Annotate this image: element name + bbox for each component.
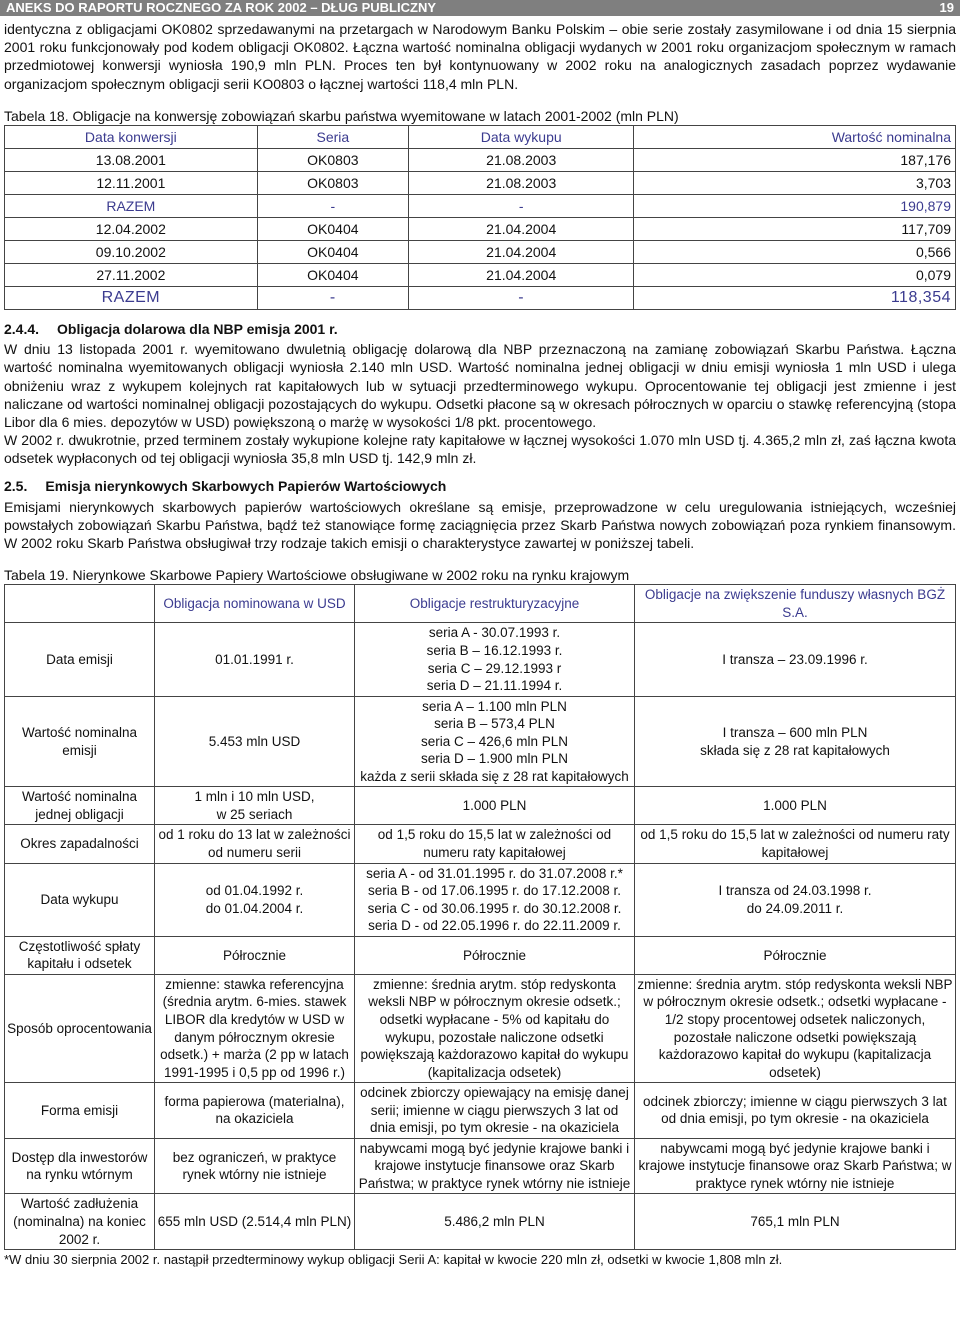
table-cell: - xyxy=(257,194,408,217)
table-cell: zmienne: średnia arytm. stóp redyskonta weksli NBP w półrocznym okresie odsetk.; odsetki wypłacane - 1/2 stopy procentowej odsetek naliczonych, pozostałe naliczone odsetki powiększają każdorazowo kapitał do wykupu (kapitalizacja odsetek) xyxy=(635,974,956,1082)
page-number: 19 xyxy=(939,0,954,15)
table-cell: odcinek zbiorczy opiewający na emisję danej serii; imienne w ciągu pierwszych 3 lat od dnia emisji, po tym okresie - na okaziciela xyxy=(355,1083,635,1139)
table-cell: 0,079 xyxy=(634,263,956,286)
table18-caption: Tabela 18. Obligacje na konwersję zobowiązań skarbu państwa wyemitowane w latach 2001-2002 (mln PLN) xyxy=(4,107,679,124)
row-label: Data emisji xyxy=(5,623,155,696)
page-header xyxy=(0,0,960,16)
column-header: Data wykupu xyxy=(409,125,634,148)
section-244-paragraph: W dniu 13 listopada 2001 r. wyemitowano dwuletnią obligację dolarową dla NBP przeznaczoną na zamianę zobowiązań Skarbu Państwa. Łączna wartość nominalna wyemitowanych obligacji wyniosła 2.140 mln USD. Wartość nominalna jednej obligacji w dniu emisji wyniosła 1 mln USD i ulega obniżeniu wraz z wykupem kolejnych rat kapitałowych lub w sytuacji przedterminowego wykupu. Oprocentowanie tej obligacji jest zmienne i jest naliczane od wartości nominalnej obligacji pozostających do wykupu. Odsetki płacone są w okresach półrocznych w oparciu o stawkę referencyjną (stopa Libor dla 6 mies. depozytów w USD) powiększoną o marżę w wysokości 1/8 pkt. procentowego. xyxy=(4,341,956,430)
section-25-heading xyxy=(4,477,956,495)
table-cell: forma papierowa (materialna), na okaziciela xyxy=(155,1083,355,1139)
table-row xyxy=(5,194,956,217)
table-cell: OK0803 xyxy=(257,171,408,194)
table-cell: 1.000 PLN xyxy=(355,787,635,825)
header-title: ANEKS DO RAPORTU ROCZNEGO ZA ROK 2002 – DŁUG PUBLICZNY xyxy=(6,0,437,15)
table-row xyxy=(5,787,956,825)
table-cell: odcinek zbiorczy; imienne w ciągu pierwszych 3 lat od dnia emisji, po tym okresie - na okaziciela xyxy=(635,1083,956,1139)
table-cell: 21.08.2003 xyxy=(409,171,634,194)
table-cell: seria A - 30.07.1993 r. seria B – 16.12.1993 r. seria C – 29.12.1993 r seria D – 21.11.1994 r. xyxy=(355,623,635,696)
section-25-number: 2.5. xyxy=(4,478,28,495)
table-cell: od 1,5 roku do 15,5 lat w zależności od numeru raty kapitałowej xyxy=(635,825,956,863)
table-cell: bez ograniczeń, w praktyce rynek wtórny nie istnieje xyxy=(155,1138,355,1194)
column-header: Seria xyxy=(257,125,408,148)
table-cell: 13.08.2001 xyxy=(5,148,258,171)
table-row xyxy=(5,696,956,787)
table-row xyxy=(5,936,956,974)
table-row xyxy=(5,623,956,696)
table-cell: I transza od 24.03.1998 r. do 24.09.2011 r. xyxy=(635,863,956,936)
column-header: Wartość nominalna xyxy=(634,125,956,148)
table-cell: 187,176 xyxy=(634,148,956,171)
table-19 xyxy=(4,584,956,1250)
table-row xyxy=(5,171,956,194)
table-cell: Półrocznie xyxy=(635,936,956,974)
table-cell: od 01.04.1992 r. do 01.04.2004 r. xyxy=(155,863,355,936)
column-header: Obligacje na zwiększenie funduszy własnych BGŻ S.A. xyxy=(635,585,956,623)
row-label: Wartość nominalna emisji xyxy=(5,696,155,787)
table-cell: zmienne: średnia arytm. stóp redyskonta weksli NBP w półrocznym okresie odsetk.; odsetki wypłacane - 5% od kapitału do wykupu, pozostałe naliczone odsetki powiększają każdorazowo kapitał do wykupu (kapitalizacja odsetek) xyxy=(355,974,635,1082)
table-cell: OK0404 xyxy=(257,263,408,286)
intro-paragraph: identyczna z obligacjami OK0802 sprzedawanymi na przetargach w Narodowym Banku Polskim – obie serie zostały zasymilowane i od dnia 15 sierpnia 2001 roku funkcjonowały pod kodem obligacji OK0802. Łączna wartość nominalna obligacji wydanych w 2001 roku organizacjom społecznym w ramach przedmiotowej konwersji wyniosła 190,9 mln PLN. Proces ten był kontynuowany w 2002 roku na analogicznych zasadach poprzez wydawanie organizacjom społecznym obligacji serii KO0803 o łącznej wartości 118,4 mln PLN. xyxy=(4,21,956,92)
table-header-row xyxy=(5,585,956,623)
table-cell: 12.04.2002 xyxy=(5,217,258,240)
table-cell: 5.486,2 mln PLN xyxy=(355,1194,635,1250)
table-cell: 01.01.1991 r. xyxy=(155,623,355,696)
section-25-title: Emisja nierynkowych Skarbowych Papierów Wartościowych xyxy=(45,478,447,495)
table-row xyxy=(5,863,956,936)
table-cell: 1.000 PLN xyxy=(635,787,956,825)
table-row xyxy=(5,263,956,286)
column-header xyxy=(5,585,155,623)
section-244-title: Obligacja dolarowa dla NBP emisja 2001 r. xyxy=(57,320,338,337)
section-244-heading xyxy=(4,320,956,338)
table-row xyxy=(5,1138,956,1194)
table-cell: 21.04.2004 xyxy=(409,217,634,240)
table-row xyxy=(5,1194,956,1250)
row-label: Data wykupu xyxy=(5,863,155,936)
row-label: Forma emisji xyxy=(5,1083,155,1139)
column-header: Obligacja nominowana w USD xyxy=(155,585,355,623)
page-content xyxy=(0,16,960,1269)
section-244-paragraph-2: W 2002 r. dwukrotnie, przed terminem zostały wykupione kolejne raty kapitałowe w łącznej wysokości 1.070 mln USD tj. 4.365,2 mln zł, zaś łączna kwota odsetek wypłaconych od tej obligacji wyniosła 35,8 mln USD tj. 142,9 mln zł. xyxy=(4,432,956,467)
table-cell: OK0404 xyxy=(257,217,408,240)
table-cell: RAZEM xyxy=(5,286,258,309)
row-label: Wartość nominalna jednej obligacji xyxy=(5,787,155,825)
table19-caption: Tabela 19. Nierynkowe Skarbowe Papiery Wartościowe obsługiwane w 2002 roku na rynku krajowym xyxy=(4,567,630,584)
table-cell: seria A - od 31.01.1995 r. do 31.07.2008 r.* seria B - od 17.06.1995 r. do 17.12.2008 r. seria C - od 30.06.1995 r. do 30.12.2008 r. seria D - od 22.05.1996 r. do 22.11.2009 r. xyxy=(355,863,635,936)
table-row xyxy=(5,1083,956,1139)
table-cell: - xyxy=(409,194,634,217)
table-cell: Półrocznie xyxy=(355,936,635,974)
table-row xyxy=(5,974,956,1082)
row-label: Wartość zadłużenia (nominalna) na koniec 2002 r. xyxy=(5,1194,155,1250)
table-cell: seria A – 1.100 mln PLN seria B – 573,4 PLN seria C – 426,6 mln PLN seria D – 1.900 mln PLN każda z serii składa się z 28 rat kapitałowych xyxy=(355,696,635,787)
table-cell: 27.11.2002 xyxy=(5,263,258,286)
table-cell: zmienne: stawka referencyjna (średnia arytm. 6-mies. stawek LIBOR dla kredytów w USD w danym półrocznym okresie odsetk.) + marża (2 pp w latach 1991-1995 i 0,5 pp od 1996 r.) xyxy=(155,974,355,1082)
table-cell: 09.10.2002 xyxy=(5,240,258,263)
table-cell: nabywcami mogą być jedynie krajowe banki i krajowe instytucje finansowe oraz Skarb Państwa; w praktyce rynek wtórny nie istnieje xyxy=(355,1138,635,1194)
table-cell: I transza – 600 mln PLN składa się z 28 rat kapitałowych xyxy=(635,696,956,787)
table-cell: 190,879 xyxy=(634,194,956,217)
table19-footnote: *W dniu 30 sierpnia 2002 r. nastąpił przedterminowy wykup obligacji Serii A: kapitał w kwocie 220 mln zł, odsetki w kwocie 1,808 mln zł. xyxy=(4,1252,783,1268)
row-label: Sposób oprocentowania xyxy=(5,974,155,1082)
table-cell: 21.04.2004 xyxy=(409,240,634,263)
table-cell: od 1,5 roku do 15,5 lat w zależności od numeru raty kapitałowej xyxy=(355,825,635,863)
table-cell: OK0404 xyxy=(257,240,408,263)
table-cell: OK0803 xyxy=(257,148,408,171)
row-label: Częstotliwość spłaty kapitału i odsetek xyxy=(5,936,155,974)
row-label: Dostęp dla inwestorów na rynku wtórnym xyxy=(5,1138,155,1194)
table-cell: 655 mln USD (2.514,4 mln PLN) xyxy=(155,1194,355,1250)
table-cell: 1 mln i 10 mln USD, w 25 seriach xyxy=(155,787,355,825)
table-row xyxy=(5,240,956,263)
table-row xyxy=(5,148,956,171)
table-cell: 118,354 xyxy=(634,286,956,309)
table-cell: Półrocznie xyxy=(155,936,355,974)
table-cell: - xyxy=(409,286,634,309)
column-header: Obligacje restrukturyzacyjne xyxy=(355,585,635,623)
table-cell: 0,566 xyxy=(634,240,956,263)
table-cell: RAZEM xyxy=(5,194,258,217)
table-row xyxy=(5,217,956,240)
table-cell: 117,709 xyxy=(634,217,956,240)
table-cell: - xyxy=(257,286,408,309)
section-25-paragraph: Emisjami nierynkowych skarbowych papierów wartościowych określane są emisje, przeprowadzone w celu uregulowania istniejących, wcześniej powstałych zobowiązań Skarbu Państwa, bądź też stanowiące formę zaciągnięcia przez Skarb Państwa nowych zobowiązań poza rynkiem finansowym. W 2002 roku Skarb Państwa obsługiwał trzy rodzaje takich emisji o charakterystyce zawartej w poniższej tabeli. xyxy=(4,498,956,551)
table-row xyxy=(5,825,956,863)
table-cell: I transza – 23.09.1996 r. xyxy=(635,623,956,696)
table-cell: 5.453 mln USD xyxy=(155,696,355,787)
section-244-number: 2.4.4. xyxy=(4,320,40,337)
column-header: Data konwersji xyxy=(5,125,258,148)
table-cell: 21.04.2004 xyxy=(409,263,634,286)
table-cell: 3,703 xyxy=(634,171,956,194)
table-cell: 12.11.2001 xyxy=(5,171,258,194)
table-18 xyxy=(4,125,956,310)
table-cell: 21.08.2003 xyxy=(409,148,634,171)
table-cell: nabywcami mogą być jedynie krajowe banki i krajowe instytucje finansowe oraz Skarb Państwa; w praktyce rynek wtórny nie istnieje xyxy=(635,1138,956,1194)
table-header-row xyxy=(5,125,956,148)
table-row xyxy=(5,286,956,309)
table-cell: 765,1 mln PLN xyxy=(635,1194,956,1250)
table-cell: od 1 roku do 13 lat w zależności od numeru serii xyxy=(155,825,355,863)
row-label: Okres zapadalności xyxy=(5,825,155,863)
